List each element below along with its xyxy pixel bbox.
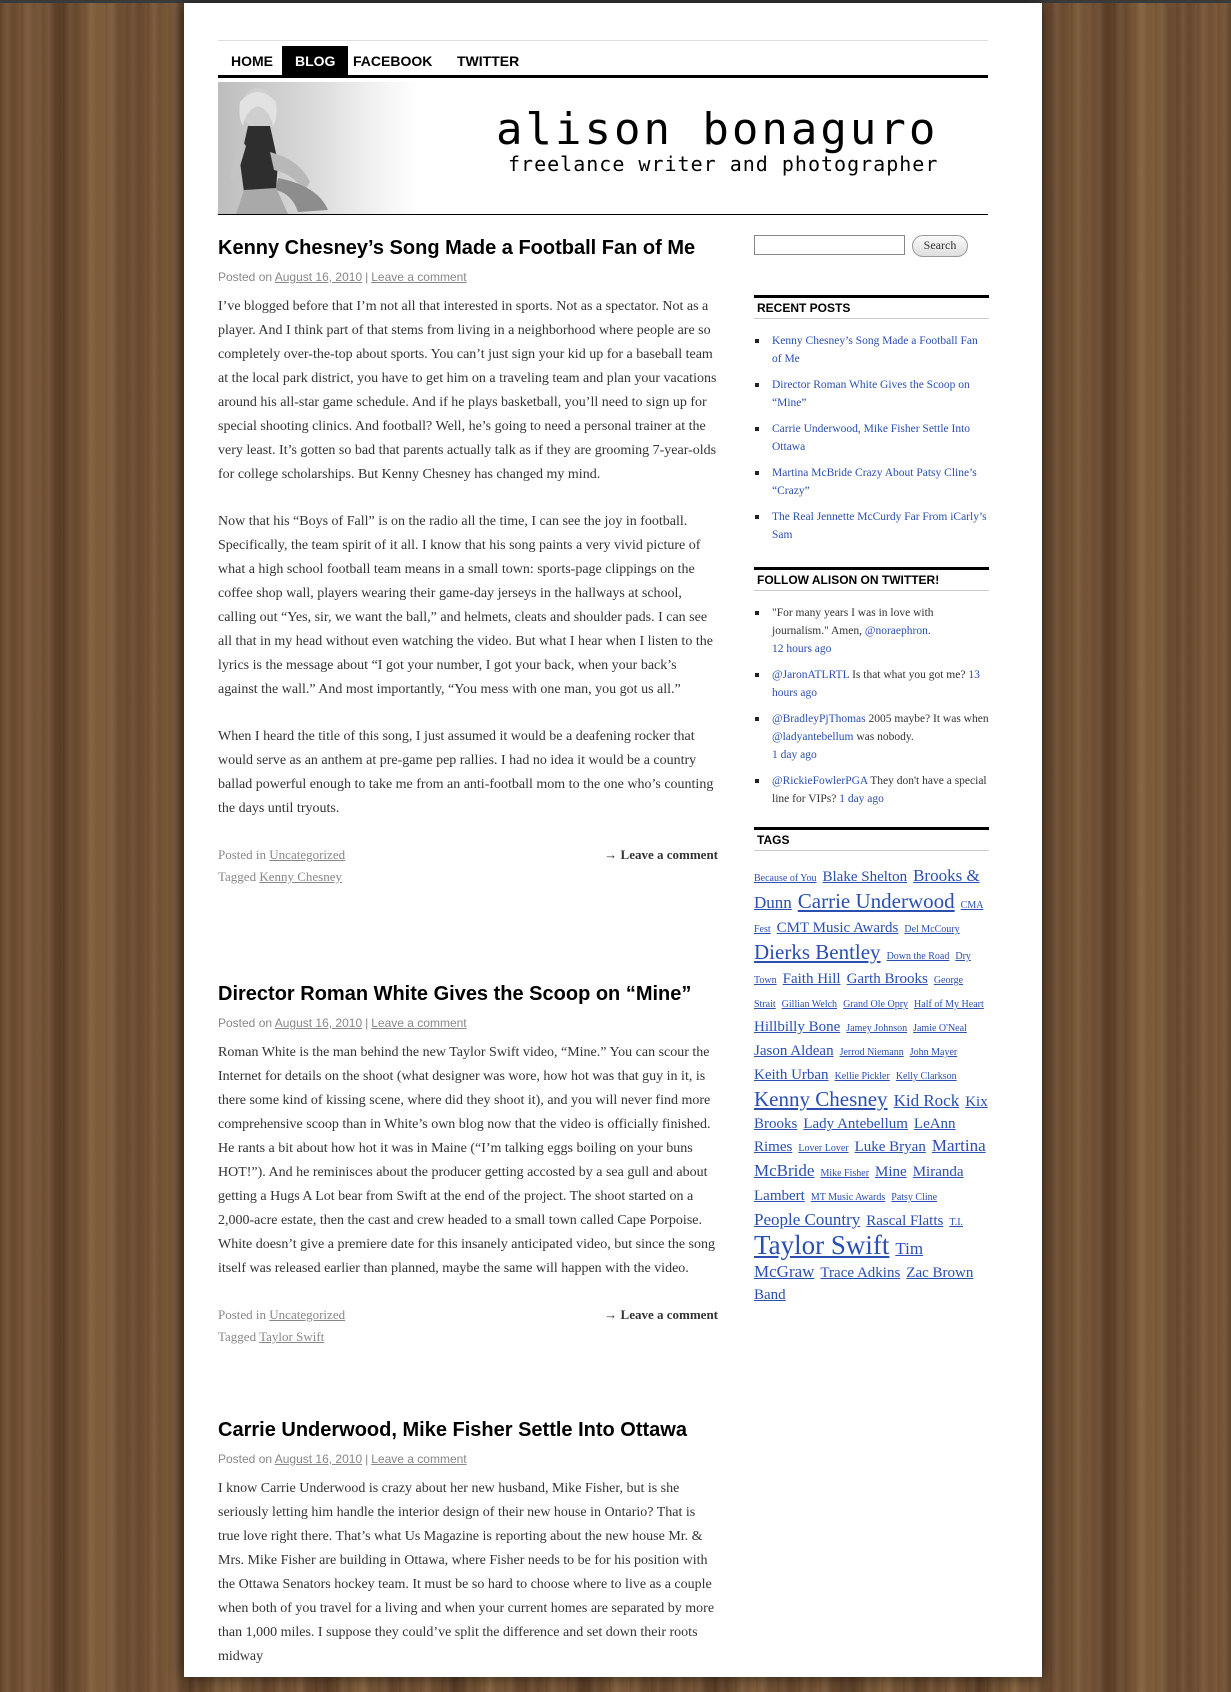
tweet-handle-link[interactable]: @noraephron	[864, 625, 928, 637]
tags-heading: TAGS	[754, 827, 989, 851]
tag-link[interactable]: Miranda Lambert	[754, 1164, 964, 1204]
recent-post-link[interactable]: Director Roman White Gives the Scoop on “Mine”	[772, 379, 970, 409]
tag-link[interactable]: Rascal Flatts	[866, 1213, 944, 1229]
tag-link[interactable]: Dry Town	[754, 951, 971, 986]
post-title[interactable]: Kenny Chesney’s Song Made a Football Fan of Me	[218, 237, 696, 259]
post-date-link[interactable]: August 16, 2010	[274, 270, 363, 284]
tweet-time-link[interactable]: 12 hours ago	[772, 643, 832, 655]
tag-link[interactable]: Zac Brown Band	[754, 1265, 974, 1303]
tweet-time-link[interactable]: 1 day ago	[839, 793, 884, 805]
bullet-icon	[755, 471, 759, 475]
tag-link[interactable]: Del McCoury	[904, 924, 960, 935]
recent-post-item	[754, 332, 989, 368]
leave-comment-link[interactable]: Leave a comment	[371, 1452, 467, 1466]
leave-comment-button[interactable]: → Leave a comment	[604, 1307, 718, 1322]
post-meta: Posted on August 16, 2010 | Leave a comment	[218, 1452, 467, 1466]
tweet-item	[754, 772, 989, 808]
tweet-handle-link[interactable]: @ladyantebellum	[772, 731, 854, 743]
post-footer	[218, 844, 718, 888]
posted-on-label: Posted on	[218, 270, 273, 284]
tag-link[interactable]: Lover Lover	[798, 1143, 849, 1154]
tag-link[interactable]: Tim McGraw	[754, 1239, 924, 1281]
post-date-link[interactable]: August 16, 2010	[274, 1016, 363, 1030]
tag-link[interactable]: Carrie Underwood	[797, 889, 955, 913]
tag-link[interactable]: Lady Antebellum	[803, 1116, 908, 1132]
recent-post-item	[754, 508, 989, 544]
post-article	[218, 1418, 718, 1692]
tweet-text: "For many years I was in love with journalism." Amen,	[772, 607, 934, 637]
tweet-text: was nobody.	[853, 731, 914, 743]
tag-link[interactable]: LeAnn Rimes	[754, 1116, 956, 1155]
tag-link[interactable]: Luke Bryan	[854, 1139, 926, 1155]
tweet-item	[754, 604, 989, 658]
post-paragraph: When I heard the title of this song, I just assumed it would be a deafening rocker that would serve as an anthem at pre-game pep rallies. I had no idea it would be a country ballad powerful enough to take me from an anti-football mom to the one who’s counting the days until tryouts.	[218, 729, 714, 816]
tag-link[interactable]: Kelly Clarkson	[895, 1071, 957, 1082]
tag-link[interactable]: Half of My Heart	[914, 999, 984, 1010]
tag-link[interactable]: Jamie O'Neal	[913, 1023, 967, 1034]
post-paragraph: I’ve blogged before that I’m not all that interested in sports. Not as a spectator. Not as a player. And I think part of that stems from living in a neighborhood where people are so completely over-the-top about sports. You can’t just sign your kid up for a baseball team at the local park district, you have to get him on a traveling team and plan your vacations around his all-star game schedule. And if he plays basketball, you’ll need to sign up for special shooting clinics. And football? Well, he’s going to need a personal trainer at the very least. It’s gotten so bad that parents actually talk as if they are grooming 7-year-olds for college scholarships. But Kenny Chesney has changed my mind.	[218, 299, 717, 482]
post-paragraph: Now that his “Boys of Fall” is on the radio all the time, I can see the joy in football. Specifically, the team spirit of it all. I know that his song paints a very vivid picture of what a high school football team means in a small town: sports-page clippings on the coffee shop wall, players wearing their game-day jerseys in the hallways at school, calling out “Yes, sir, we want the ball,” and helmets, cleats and shoulder pads. I can see all that in my head without even watching the video. But what I hear when I listen to the lyrics is the message about “I got your number, I got your back, when your back’s against the wall.” And most importantly, “You mess with one man, you got us all.”	[218, 514, 713, 697]
tweet-item	[754, 710, 989, 764]
post-title[interactable]: Director Roman White Gives the Scoop on “Mine”	[218, 983, 692, 1005]
posted-in-label: Posted in	[218, 1307, 267, 1322]
post-paragraph: I know Carrie Underwood is crazy about her new husband, Mike Fisher, but is she seriously letting him handle the interior design of their new house in Ontario? That is true love right there. That’s what Us Magazine is reporting about the new house Mr. & Mrs. Mike Fisher are building in Ottawa, where Fisher needs to be for his position with the Ottawa Senators hockey team. It must be so hard to choose where to live as a couple when both of you travel for a living and when your current homes are separated by more than 1,000 miles. I suppose they could’ve split the difference and set down their roots midway	[218, 1481, 715, 1664]
tag-link[interactable]: Taylor Swift	[754, 1230, 890, 1260]
tag-link[interactable]: CMT Music Awards	[776, 920, 899, 936]
tweet-text: Is that what you got me?	[849, 669, 969, 681]
bullet-icon	[755, 515, 759, 519]
tag-link[interactable]: Kellie Pickler	[834, 1071, 890, 1082]
tag-link[interactable]: Mine	[875, 1164, 907, 1180]
post-content	[218, 295, 718, 821]
tagged-label: Tagged	[218, 869, 257, 884]
tweet-handle-link[interactable]: @RickieFowlerPGA	[772, 775, 868, 787]
tag-link[interactable]: Dierks Bentley	[754, 940, 881, 964]
tweet-text: 2005 maybe? It was when	[865, 713, 989, 725]
recent-post-item	[754, 464, 989, 500]
tag-link[interactable]: Brooks & Dunn	[754, 866, 980, 912]
site-description: freelance writer and photographer	[508, 152, 939, 176]
post-meta: Posted on August 16, 2010 | Leave a comment	[218, 1016, 467, 1030]
tag-link[interactable]: Mike Fisher	[820, 1168, 870, 1179]
search-input[interactable]	[754, 235, 905, 255]
post-meta: Posted on August 16, 2010 | Leave a comment	[218, 270, 467, 284]
tweet-handle-link[interactable]: @JaronATLRTL	[772, 669, 850, 681]
recent-post-link[interactable]: Kenny Chesney’s Song Made a Football Fan of Me	[772, 335, 978, 365]
leave-comment-link[interactable]: Leave a comment	[371, 270, 467, 284]
leave-comment-button[interactable]: → Leave a comment	[604, 847, 718, 862]
post-article	[218, 236, 718, 888]
tag-link[interactable]: Blake Shelton	[822, 869, 908, 885]
recent-post-link[interactable]: Carrie Underwood, Mike Fisher Settle Into Ottawa	[772, 423, 971, 453]
leave-comment-link[interactable]: Leave a comment	[371, 1016, 467, 1030]
recent-post-link[interactable]: The Real Jennette McCurdy Far From iCarly’s Sam	[772, 511, 987, 541]
posted-in-label: Posted in	[218, 847, 267, 862]
post-content	[218, 1041, 718, 1281]
tag-link[interactable]: Garth Brooks	[846, 971, 928, 987]
twitter-heading: FOLLOW ALISON ON TWITTER!	[754, 567, 989, 591]
tweets-list	[754, 604, 989, 816]
nav-home[interactable]: HOME	[231, 53, 273, 69]
tag-link[interactable]: CMA Fest	[754, 900, 984, 935]
tag-link[interactable]: T.I.	[949, 1217, 964, 1228]
main-navigation	[218, 40, 988, 78]
recent-posts-heading: RECENT POSTS	[754, 295, 989, 319]
tag-link[interactable]: Jamey Johnson	[846, 1023, 908, 1034]
tag-link[interactable]: Trace Adkins	[820, 1265, 901, 1281]
nav-facebook[interactable]: FACEBOOK	[353, 53, 433, 69]
tweet-item	[754, 666, 989, 702]
recent-post-link[interactable]: Martina McBride Crazy About Patsy Cline’s “Crazy”	[772, 467, 977, 497]
tag-link[interactable]: Gillian Welch	[781, 999, 838, 1010]
post-date-link[interactable]: August 16, 2010	[274, 1452, 363, 1466]
bullet-icon	[755, 717, 759, 721]
tag-link[interactable]: Taylor Swift	[259, 1329, 325, 1344]
tag-link[interactable]: Kenny Chesney	[259, 869, 343, 884]
tweet-time-link[interactable]: 1 day ago	[772, 749, 817, 761]
tag-link[interactable]: Grand Ole Opry	[843, 999, 909, 1010]
bullet-icon	[755, 427, 759, 431]
tag-link[interactable]: Because of You	[754, 873, 817, 884]
tag-link[interactable]: Martina McBride	[754, 1136, 986, 1180]
category-link[interactable]: Uncategorized	[269, 847, 346, 862]
tweet-handle-link[interactable]: @BradleyPjThomas	[772, 713, 866, 725]
bullet-icon	[755, 339, 759, 343]
tagged-label: Tagged	[218, 1329, 257, 1344]
bullet-icon	[755, 611, 759, 615]
tag-link[interactable]: Kenny Chesney	[754, 1087, 888, 1111]
tag-link[interactable]: Keith Urban	[754, 1067, 829, 1083]
tag-link[interactable]: Kid Rock	[893, 1091, 960, 1110]
tag-cloud	[754, 865, 989, 1306]
recent-post-item	[754, 420, 989, 456]
posted-on-label: Posted on	[218, 1016, 273, 1030]
tag-link[interactable]: Patsy Cline	[891, 1192, 938, 1203]
tweet-text: They don't have a special line for VIPs?	[772, 775, 987, 805]
tag-link[interactable]: Jason Aldean	[754, 1043, 834, 1059]
nav-twitter[interactable]: TWITTER	[457, 53, 520, 69]
header-photo	[218, 82, 418, 214]
bullet-icon	[755, 383, 759, 387]
post-content	[218, 1477, 718, 1669]
site-title[interactable]: alison bonaguro	[496, 104, 939, 155]
tag-link[interactable]: Jerrod Niemann	[839, 1047, 904, 1058]
tag-link[interactable]: George Strait	[754, 975, 964, 1010]
tag-link[interactable]: Hillbilly Bone	[754, 1019, 841, 1035]
tag-link[interactable]: Faith Hill	[782, 971, 841, 987]
tag-link[interactable]: People Country	[754, 1210, 861, 1229]
recent-post-item	[754, 376, 989, 412]
woman-portrait-image	[218, 82, 418, 214]
post-paragraph: Roman White is the man behind the new Taylor Swift video, “Mine.” You can scour the Internet for details on the shoot (what designer was wore, how hot was that guy in it, is there some kind of kissing scene, where did they shoot it), and you will never find more comprehensive scoop than in White’s own blog now that the video is officially finished. He rants a bit about how hot it was in Maine (“I’m talking eggs boiling on your buns HOT!”). And he reminisces about the producer getting accosted by a sea gull and about getting a Hugs A Lot bear from Swift at the end of the project. The shoot started on a 2,000-acre estate, then the cast and crew headed to a small town called Cape Porpoise. White doesn’t give a premiere date for this insanely anticipated video, but since the song itself was released earlier than planned, maybe the same will happen with the video.	[218, 1045, 715, 1276]
page-container	[184, 3, 1042, 1677]
tweet-text: .	[927, 625, 931, 637]
tag-link[interactable]: Kix Brooks	[754, 1094, 988, 1132]
category-link[interactable]: Uncategorized	[269, 1307, 346, 1322]
recent-posts-list	[754, 332, 989, 552]
tag-link[interactable]: John Mayer	[909, 1047, 958, 1058]
post-title[interactable]: Carrie Underwood, Mike Fisher Settle Into Ottawa	[218, 1419, 687, 1441]
tweet-time-link[interactable]: 13 hours ago	[772, 669, 980, 699]
post-footer	[218, 1304, 718, 1348]
post-article	[218, 982, 718, 1348]
posted-on-label: Posted on	[218, 1452, 273, 1466]
nav-blog[interactable]: BLOG	[282, 46, 348, 75]
search-button[interactable]: Search	[912, 235, 968, 257]
tag-link[interactable]: Down the Road	[886, 951, 950, 962]
tag-link[interactable]: MT Music Awards	[810, 1192, 886, 1203]
bullet-icon	[755, 779, 759, 783]
site-header	[218, 78, 988, 215]
bullet-icon	[755, 673, 759, 677]
